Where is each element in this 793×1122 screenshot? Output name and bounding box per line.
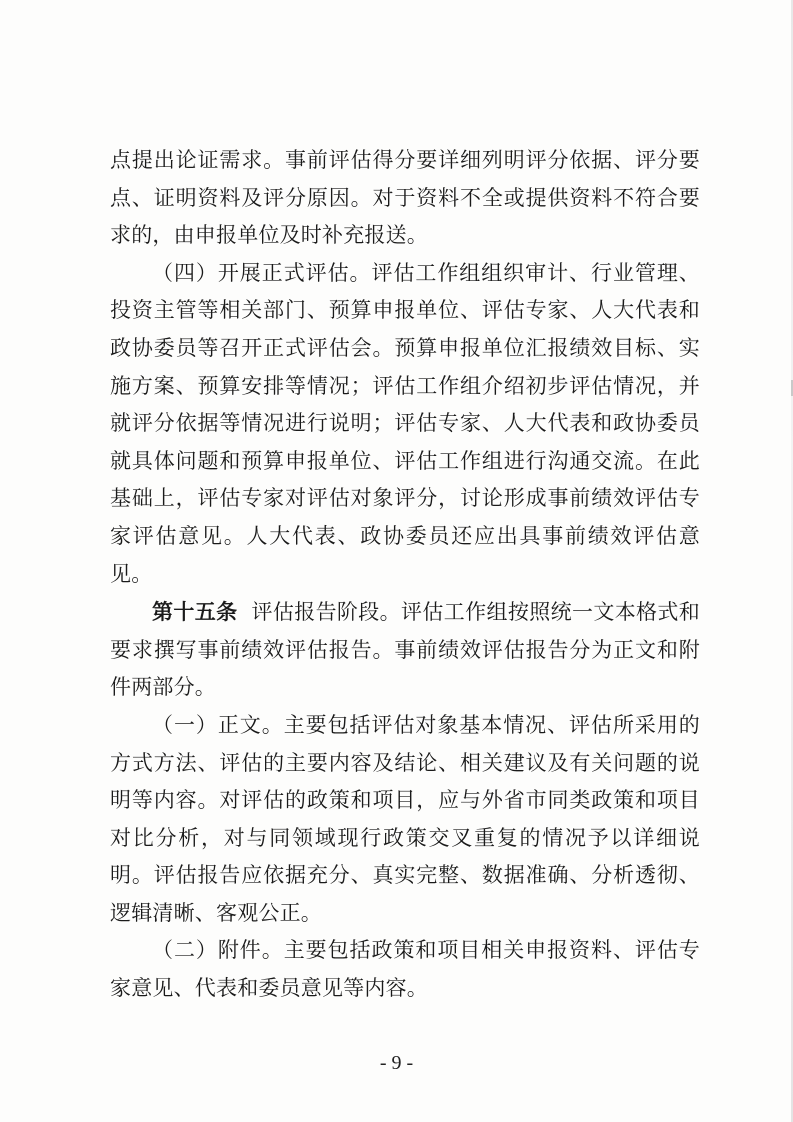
paragraph-main-text: （一）正文。主要包括评估对象基本情况、评估所采用的方式方法、评估的主要内容及结论、相关建议及有关问题的说明等内容。对评估的政策和项目，应与外省市同类政策和项目对比分析，对与同领域现行政策交叉重复的情况予以详细说明。评估报告应依据充分、真实完整、数据准确、分析透彻、逻辑清晰、客观公正。 [110,712,700,925]
page-number: - 9 - [379,1052,414,1074]
paragraph-attachments: （二）附件。主要包括政策和项目相关申报资料、评估专家意见、代表和委员意见等内容。 [110,938,700,1001]
document-body [110,142,700,1008]
paragraph-formal-evaluation: （四）开展正式评估。评估工作组组织审计、行业管理、投资主管等相关部门、预算申报单位、评估专家、人大代表和政协委员等召开正式评估会。预算申报单位汇报绩效目标、实施方案、预算安排等情况；评估工作组介绍初步评估情况，并就评分依据等情况进行说明；评估专家、人大代表和政协委员就具体问题和预算申报单位、评估工作组进行沟通交流。在此基础上，评估专家对评估对象评分，讨论形成事前绩效评估专家评估意见。人大代表、政协委员还应出具事前绩效评估意见。 [110,260,700,586]
article-15-text: 评估报告阶段。评估工作组按照统一文本格式和要求撰写事前绩效评估报告。事前绩效评估报告分为正文和附件两部分。 [110,600,700,700]
paragraph-continuation: 点提出论证需求。事前评估得分要详细列明评分依据、评分要点、证明资料及评分原因。对于资料不全或提供资料不符合要求的，由申报单位及时补充报送。 [110,148,700,248]
article-number: 第十五条 [152,599,238,625]
paragraph-article-15 [110,593,700,707]
